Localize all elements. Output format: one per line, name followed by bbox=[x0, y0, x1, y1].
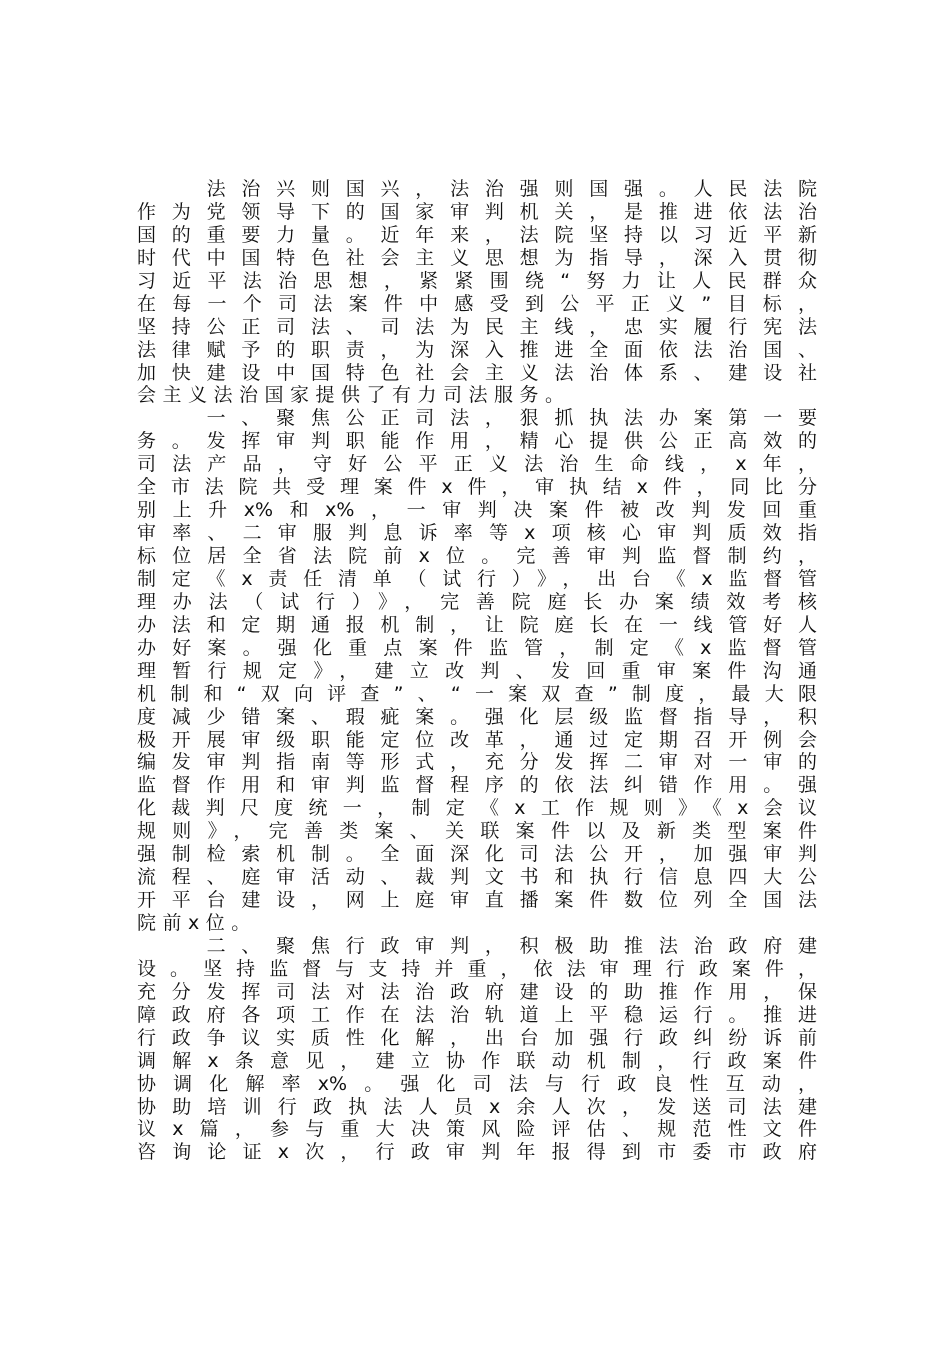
text-line: 规则》，完善类案、关联案件以及新类型案件 bbox=[137, 820, 817, 843]
text-line: 司法产品，守好公平正义法治生命线，x年， bbox=[137, 453, 817, 476]
text-line: 审率、二审服判息诉率等x项核心审判质效指 bbox=[137, 522, 817, 545]
text-line: 二、聚焦行政审判，积极助推法治政府建 bbox=[137, 934, 817, 957]
text-line: 度减少错案、瑕疵案。强化层级监督指导，积 bbox=[137, 705, 817, 728]
text-line: 院前x位。 bbox=[137, 912, 257, 934]
text-line: 极开展审级职能定位改革，通过定期召开例会 bbox=[137, 728, 817, 751]
text-line: 加快建设中国特色社会主义法治体系、建设社 bbox=[137, 361, 817, 384]
text-line: 法治兴则国兴，法治强则国强。人民法院 bbox=[137, 178, 817, 200]
text-line: 务。发挥审判职能作用，精心提供公正高效的 bbox=[137, 430, 817, 453]
text-line: 别上升x%和x%，一审判决案件被改判发回重 bbox=[137, 499, 817, 522]
text-line: 咨询论证x次，行政审判年报得到市委市政府 bbox=[137, 1141, 817, 1164]
text-line: 行政争议实质性化解，出台加强行政纠纷诉前 bbox=[137, 1026, 817, 1049]
document-body bbox=[137, 178, 817, 1164]
text-line: 协助培训行政执法人员x余人次，发送司法建 bbox=[137, 1095, 817, 1118]
text-line: 习近平法治思想，紧紧围绕“努力让人民群众 bbox=[137, 269, 817, 292]
text-line: 国的重要力量。近年来，法院坚持以习近平新 bbox=[137, 223, 817, 246]
text-line: 议x篇，参与重大决策风险评估、规范性文件 bbox=[137, 1118, 817, 1141]
text-line: 办好案。强化重点案件监管，制定《x监督管 bbox=[137, 636, 817, 659]
text-line: 标位居全省法院前x位。完善审判监督制约， bbox=[137, 545, 817, 567]
text-line: 作为党领导下的国家审判机关，是推进依法治 bbox=[137, 200, 817, 223]
text-line: 机制和“双向评查”、“一案双查”制度，最大限 bbox=[137, 682, 817, 705]
text-line: 设。坚持监督与支持并重，依法审理行政案件， bbox=[137, 957, 817, 980]
text-line: 编发审判指南等形式，充分发挥二审对一审的 bbox=[137, 751, 817, 774]
text-line: 会主义法治国家提供了有力司法服务。 bbox=[137, 384, 571, 407]
text-line: 理暂行规定》，建立改判、发回重审案件沟通 bbox=[137, 659, 817, 682]
text-line: 一、聚焦公正司法，狠抓执法办案第一要 bbox=[137, 407, 817, 430]
text-line: 障政府各项工作在法治轨道上平稳运行。推进 bbox=[137, 1003, 817, 1026]
text-line: 化裁判尺度统一，制定《x工作规则》《x会议 bbox=[137, 797, 817, 820]
text-line: 在每一个司法案件中感受到公平正义”目标， bbox=[137, 292, 817, 315]
text-line: 全市法院共受理案件x件，审执结x件，同比分 bbox=[137, 476, 817, 499]
text-line: 时代中国特色社会主义思想为指导，深入贯彻 bbox=[137, 246, 817, 269]
text-line: 理办法（试行）》，完善院庭长办案绩效考核 bbox=[137, 590, 817, 613]
text-line: 坚持公正司法、司法为民主线，忠实履行宪法 bbox=[137, 315, 817, 338]
text-line: 强制检索机制。全面深化司法公开，加强审判 bbox=[137, 843, 817, 866]
text-line: 流程、庭审活动、裁判文书和执行信息四大公 bbox=[137, 866, 817, 889]
text-line: 充分发挥司法对法治政府建设的助推作用，保 bbox=[137, 980, 817, 1003]
text-line: 协调化解率x%。强化司法与行政良性互动， bbox=[137, 1072, 817, 1095]
text-line: 制定《x责任清单（试行）》，出台《x监督管 bbox=[137, 567, 817, 590]
text-line: 监督作用和审判监督程序的依法纠错作用。强 bbox=[137, 774, 817, 797]
text-line: 调解x条意见，建立协作联动机制，行政案件 bbox=[137, 1049, 817, 1072]
text-line: 开平台建设，网上庭审直播案件数位列全国法 bbox=[137, 889, 817, 912]
text-line: 法律赋予的职责，为深入推进全面依法治国、 bbox=[137, 338, 817, 361]
text-line: 办法和定期通报机制，让院庭长在一线管好人 bbox=[137, 613, 817, 636]
